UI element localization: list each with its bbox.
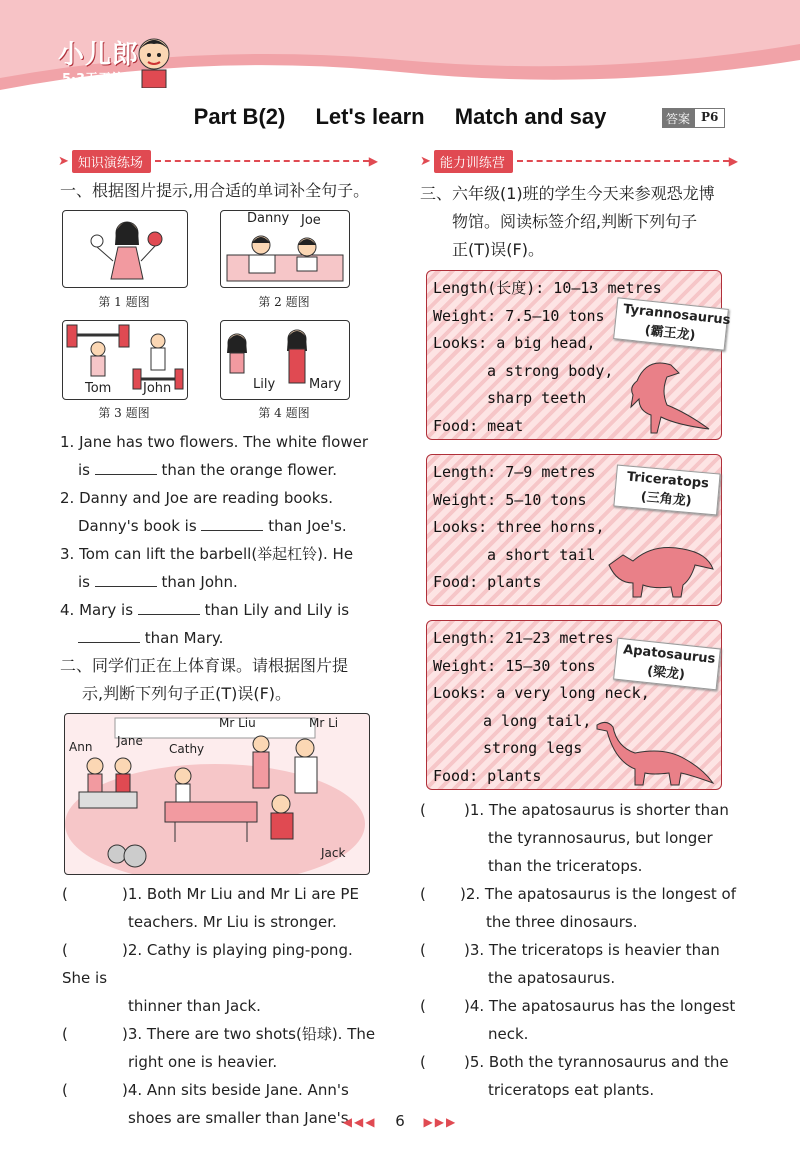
answer-reference [662,108,725,128]
card-line: a strong body, [487,361,614,380]
title-part: Let's learn [315,104,425,129]
page-footer [0,1112,800,1130]
question-line: 2. Danny and Joe are reading books. [60,489,333,507]
triceratops-icon [603,535,717,601]
answer-paren-open[interactable]: ( [62,941,68,959]
answer-page: P6 [694,108,725,128]
card-line: Length: 7—9 metres [433,463,596,481]
question-3-heading: 物馆。阅读标签介绍,判断下列句子 [452,212,698,231]
name-label: Danny [247,211,290,226]
answer-blank[interactable] [201,530,263,531]
tf-statement: )3. There are two shots(铅球). The [122,1025,376,1043]
girl-with-flowers-illustration [63,211,187,287]
question-text: Danny's book is [78,517,197,535]
question-text: than the orange flower. [161,461,338,479]
card-line: Length(长度): 10—13 metres [433,279,662,297]
tf-item [62,936,382,1020]
question-2-heading: 示,判断下列句子正(T)误(F)。 [82,684,292,703]
dinosaur-card-tyrannosaurus [426,270,732,440]
question-text: 4. Mary is [60,601,134,619]
tf-statement: )5. Both the tyrannosaurus and the [464,1053,729,1071]
question-line: 1. Jane has two flowers. The white flower [60,433,368,451]
tf-statement: )2. Cathy is playing ping-pong. She is [62,941,353,987]
tf-statement-cont: than the triceratops. [488,857,643,875]
section-divider [517,160,729,162]
title-part: Part B(2) [193,104,286,129]
name-label: Joe [301,213,321,228]
section-end-arrow-icon: ▶ [728,154,738,168]
card-line: Length: 21—23 metres [433,629,614,647]
card-line: Looks: three horns, [433,518,605,536]
question-3-heading: 正(T)误(F)。 [452,240,544,259]
tf-statement-cont: the tyrannosaurus, but longer [488,829,713,847]
answer-paren-open[interactable]: ( [62,885,68,903]
answer-paren-open[interactable]: ( [420,941,426,959]
name-label: Mary [309,377,342,392]
title-part: Match and say [454,104,607,129]
tf-statement-cont: shoes are smaller than Jane's. [128,1109,354,1127]
dinosaur-card-triceratops [426,454,722,606]
tf-statement-cont: neck. [488,1025,529,1043]
question-line [60,596,380,624]
apatosaurus-icon [595,717,715,787]
answer-paren-open[interactable]: ( [62,1081,68,1099]
answer-blank[interactable] [95,474,157,475]
tf-item [420,992,740,1048]
answer-blank[interactable] [78,642,140,643]
question-3-items [420,796,740,1104]
pe-class-picture [64,713,370,875]
tf-statement: )3. The triceratops is heavier than [464,941,720,959]
tf-item [62,880,382,936]
answer-label: 答案 [662,108,694,128]
card-line: Weight: 7.5—10 tons [433,306,605,325]
card-line: Weight: 15—30 tons [433,656,596,675]
question-text: than Mary. [144,629,224,647]
question-1-heading: 一、根据图片提示,用合适的单词补全句子。 [60,181,370,200]
tf-statement: )4. Ann sits beside Jane. Ann's [122,1081,349,1099]
question-line [60,568,380,596]
question-text: than John. [161,573,238,591]
name-label: Jane [117,734,143,748]
page-number: 6 [395,1112,405,1130]
name-label: Jack [321,846,346,860]
answer-paren-open[interactable]: ( [420,997,426,1015]
brand-subtitle: 5·3天天练 [62,72,125,87]
section-header-practice [58,150,378,172]
picture-caption: 第 3 题图 [98,406,150,420]
tyrannosaurus-icon [617,351,713,435]
tag-english: Triceratops [626,469,710,492]
name-label: Lily [253,377,276,392]
tag-chinese: (梁龙) [646,664,686,683]
right-arrows-icon: ▶▶▶ [423,1115,458,1129]
picture-caption: 第 1 题图 [98,295,150,309]
question-2-items [62,880,382,1132]
tf-item [420,796,740,880]
card-line: Food: plants [433,573,542,591]
tf-statement-cont: thinner than Jack. [128,997,261,1015]
question-text: than Joe's. [268,517,347,535]
picture-caption: 第 2 题图 [258,295,310,309]
tf-statement-cont: triceratops eat plants. [488,1081,655,1099]
name-label: Mr Liu [219,716,256,730]
answer-paren-open[interactable]: ( [420,1053,426,1071]
question-1-items [60,428,380,652]
section-arrow-icon: ➤ [420,153,431,169]
tf-statement-cont: teachers. Mr Liu is stronger. [128,913,337,931]
tag-chinese: (霸王龙) [643,323,697,344]
question-line [60,624,380,652]
answer-blank[interactable] [138,614,200,615]
tf-statement: )1. The apatosaurus is shorter than [464,801,729,819]
question-line: 3. Tom can lift the barbell(举起杠铃). He [60,545,354,563]
picture-3 [62,320,188,400]
name-label: Ann [69,740,93,754]
tf-statement-cont: the three dinosaurs. [486,913,638,931]
brand-logo-text: 小儿郎 [58,40,140,70]
card-text [433,459,605,597]
name-label: Tom [85,381,112,396]
section-label: 能力训练营 [434,150,513,173]
tf-statement: )4. The apatosaurus has the longest [464,997,736,1015]
name-label: Cathy [169,742,205,756]
picture-1 [62,210,188,288]
tf-item [62,1020,382,1076]
card-line: sharp teeth [487,389,587,407]
name-label: Mr Li [309,716,339,730]
card-line: a short tail [487,545,596,564]
section-arrow-icon: ➤ [58,153,69,169]
answer-paren-open[interactable]: ( [62,1025,68,1043]
card-line: Food: meat [433,416,524,435]
card-line: Looks: a very long neck, [433,684,650,702]
tf-statement: )2. The apatosaurus is the longest of [460,885,736,903]
section-label: 知识演练场 [72,150,151,173]
tf-statement-cont: the apatosaurus. [488,969,616,987]
picture-4 [220,320,350,400]
card-line: a long tail, [483,711,592,730]
dinosaur-name-tag [613,465,720,516]
question-text: is [78,573,90,591]
tf-item [420,1048,740,1104]
tag-chinese: (三角龙) [640,489,693,510]
picture-caption: 第 4 题图 [258,406,310,420]
dinosaur-card-apatosaurus [426,620,722,790]
question-2-heading: 二、同学们正在上体育课。请根据图片提 [60,656,349,675]
section-end-arrow-icon: ▶ [368,154,378,168]
answer-paren-open[interactable]: ( [420,801,426,819]
section-header-ability [420,150,738,172]
question-text: is [78,461,90,479]
tf-statement: )1. Both Mr Liu and Mr Li are PE [122,885,359,903]
card-line: strong legs [483,739,583,757]
question-3-heading: 三、六年级(1)班的学生今天来参观恐龙博 [420,184,715,203]
section-divider [155,160,369,162]
mascot-boy-icon [132,34,176,88]
tag-english: Tyrannosaurus [622,301,732,329]
question-line [60,456,380,484]
tf-item [420,880,740,936]
answer-blank[interactable] [95,586,157,587]
tf-item [420,936,740,992]
answer-paren-open[interactable]: ( [420,885,426,903]
card-line: Weight: 5—10 tons [433,490,587,509]
picture-2 [220,210,350,288]
card-line: Food: plants [433,766,542,785]
question-line [60,512,380,540]
tf-statement-cont: right one is heavier. [128,1053,278,1071]
tag-english: Apatosaurus [622,642,716,667]
card-line: Looks: a big head, [433,334,596,352]
name-label: John [143,381,172,396]
question-text: than Lily and Lily is [204,601,350,619]
left-arrows-icon: ◀◀◀ [342,1115,377,1129]
